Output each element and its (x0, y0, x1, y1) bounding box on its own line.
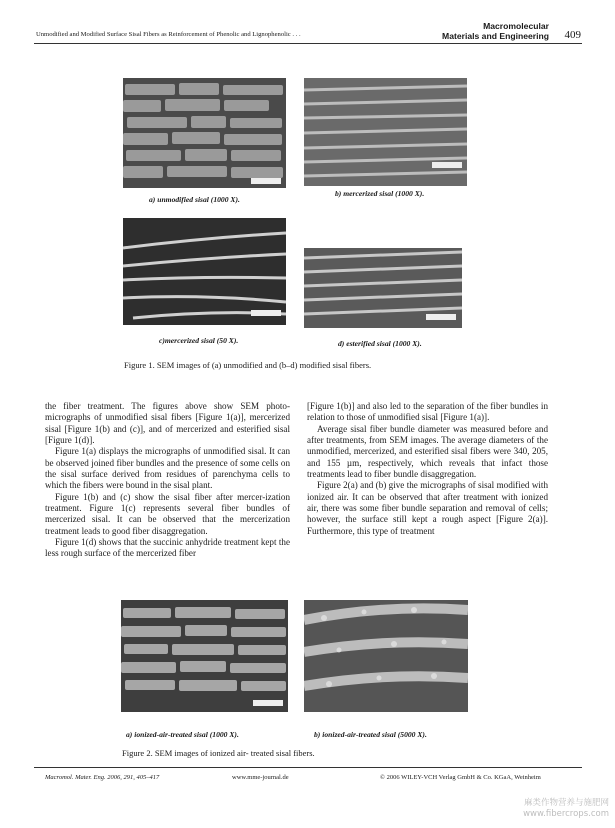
sem-image-unmodified-sisal (123, 78, 286, 188)
sem-image-mercerized-sisal-1000x (304, 78, 467, 186)
paragraph: Figure 1(b) and (c) show the sisal fiber after mercer-ization treatment. Figure 1(c) represents several fiber bundles of mercerized sisal. It can be observed that the mercerization treatment leads to good fiber disaggregation. (45, 491, 290, 536)
paragraph: Average sisal fiber bundle diameter was measured before and after treatments, from SEM images. The average diameters of the unmodified, mercerized, and esterified sisal fibers were 340, 205, and 155 µm, respectively, which reveals that infact those treatments lead to fiber bundle disaggregation. (307, 423, 548, 480)
watermark-line2: www.fibercrops.com (523, 809, 609, 819)
citation: Macromol. Mater. Eng. 2006, 291, 405–417 (45, 774, 160, 781)
watermark-line1: 麻类作物营养与施肥网 (523, 798, 609, 808)
journal-website: www.mme-journal.de (232, 774, 289, 781)
figure2-panel-b-caption: b) ionized-air-treated sisal (5000 X). (314, 730, 427, 739)
right-column (307, 401, 548, 537)
journal-name (442, 21, 549, 41)
journal-name-line1: Macromolecular (483, 21, 549, 31)
paragraph: Figure 1(d) shows that the succinic anhydride treatment kept the less rough surface of the mercerized fiber (45, 537, 290, 559)
running-title: Unmodified and Modified Surface Sisal Fibers as Reinforcement of Phenolic and Lignophenolic . . . (36, 31, 301, 38)
paragraph: Figure 2(a) and (b) give the micrographs of sisal modified with ionized air. It can be observed that after treatment with ionized air, there was some fiber bundle separation and removal of cells; however, the surface still kept a rough aspect [Figure 2(a)]. Furthermore, this type of treatment (307, 480, 548, 536)
paragraph: the fiber treatment. The figures above show SEM photo-micrographs of unmodified sisal fibers [Figure 1(a)], mercerized sisal [Figure 1(b) and (c)], and of mercerized and esterified sisal [Figure 1(d)]. (45, 401, 290, 446)
sem-image-mercerized-sisal-50x (123, 218, 286, 325)
figure1-panel-d-caption: d) esterified sisal (1000 X). (338, 339, 422, 348)
figure1-panel-a-caption: a) unmodified sisal (1000 X). (149, 195, 240, 204)
sem-image-ionized-air-1000x (121, 600, 288, 712)
figure1-panel-c-caption: c)mercerized sisal (50 X). (159, 336, 239, 345)
sem-image-ionized-air-5000x (304, 600, 468, 712)
page-number: 409 (564, 29, 581, 41)
journal-name-line2: Materials and Engineering (442, 31, 549, 41)
figure1-panel-b-caption: b) mercerized sisal (1000 X). (335, 189, 425, 198)
copyright: © 2006 WILEY-VCH Verlag GmbH & Co. KGaA, Weinheim (380, 774, 541, 781)
footer-rule (34, 767, 582, 768)
watermark (523, 798, 609, 820)
figure1-caption: Figure 1. SEM images of (a) unmodified and (b–d) modified sisal fibers. (124, 360, 372, 370)
paragraph: Figure 1(a) displays the micrographs of unmodified sisal. It can be observed joined fiber bundles and the presence of some cells on the sisal surface derived from residues of parenchyma cells to which the fibers were bound in the sisal plant. (45, 446, 290, 491)
figure2-panel-a-caption: a) ionized-air-treated sisal (1000 X). (126, 730, 239, 739)
left-column (45, 401, 290, 560)
header-rule (34, 43, 582, 44)
figure2-caption: Figure 2. SEM images of ionized air- treated sisal fibers. (122, 748, 315, 758)
paragraph: [Figure 1(b)] and also led to the separation of the fiber bundles in relation to those of unmodified sisal [Figure 1(a)]. (307, 401, 548, 423)
sem-image-esterified-sisal (304, 218, 462, 328)
